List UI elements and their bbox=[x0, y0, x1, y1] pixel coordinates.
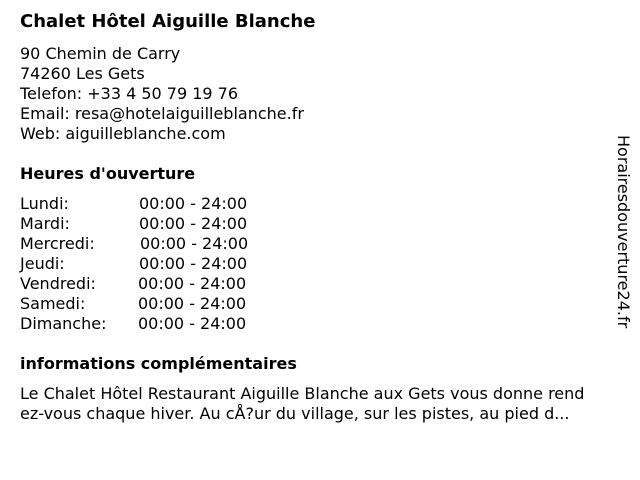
info-line: ez-vous chaque hiver. Au cÅ?ur du village, sur les pistes, au pied d... bbox=[20, 404, 570, 423]
day-label: Mercredi: bbox=[20, 234, 95, 253]
additional-info-heading: informations complémentaires bbox=[20, 354, 297, 373]
contact-block bbox=[20, 44, 304, 144]
hours-row-tuesday bbox=[20, 214, 280, 234]
day-label: Samedi: bbox=[20, 294, 86, 313]
time-range: 00:00 - 24:00 bbox=[139, 214, 248, 233]
day-label: Lundi: bbox=[20, 194, 69, 213]
time-range: 00:00 - 24:00 bbox=[138, 294, 247, 313]
day-label: Jeudi: bbox=[20, 254, 65, 273]
opening-hours-heading: Heures d'ouverture bbox=[20, 164, 196, 183]
hours-row-thursday bbox=[20, 254, 280, 274]
time-range: 00:00 - 24:00 bbox=[138, 274, 247, 293]
address-city: 74260 Les Gets bbox=[20, 64, 145, 83]
opening-hours-table bbox=[20, 194, 280, 334]
email-address: Email: resa@hotelaiguilleblanche.fr bbox=[20, 104, 304, 123]
additional-info-text bbox=[20, 384, 635, 424]
info-line: Le Chalet Hôtel Restaurant Aiguille Blanche aux Gets vous donne rend bbox=[20, 384, 585, 403]
day-label: Mardi: bbox=[20, 214, 70, 233]
hours-row-wednesday bbox=[20, 234, 280, 254]
day-label: Vendredi: bbox=[20, 274, 96, 293]
hours-row-saturday bbox=[20, 294, 280, 314]
time-range: 00:00 - 24:00 bbox=[139, 194, 248, 213]
hours-row-sunday bbox=[20, 314, 280, 334]
page-title: Chalet Hôtel Aiguille Blanche bbox=[20, 11, 316, 32]
phone-number: Telefon: +33 4 50 79 19 76 bbox=[20, 84, 239, 103]
hours-row-friday bbox=[20, 274, 280, 294]
address-street: 90 Chemin de Carry bbox=[20, 44, 181, 63]
time-range: 00:00 - 24:00 bbox=[139, 254, 248, 273]
time-range: 00:00 - 24:00 bbox=[138, 314, 247, 333]
time-range: 00:00 - 24:00 bbox=[140, 234, 249, 253]
day-label: Dimanche: bbox=[20, 314, 107, 333]
website: Web: aiguilleblanche.com bbox=[20, 124, 226, 143]
hours-row-monday bbox=[20, 194, 280, 214]
site-watermark: Horairesdouverture24.fr bbox=[614, 135, 633, 329]
